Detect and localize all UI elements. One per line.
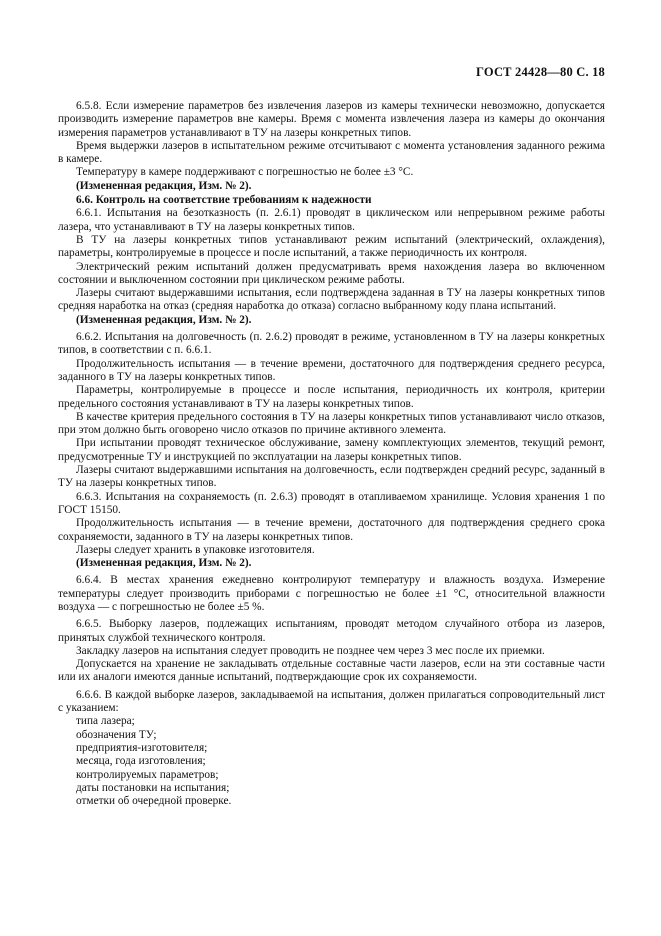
paragraph: 6.6.5. Выборку лазеров, подлежащих испытаниям, проводят методом случайного отбора из лазеров, принятых службой технического контроля. (58, 618, 605, 644)
paragraph: Лазеры считают выдержавшими испытания, если подтверждена заданная в ТУ на лазеры конкретных типов средняя наработка на отказ (средняя наработка до отказа) согласно выбранному коду плана испытаний. (58, 287, 605, 313)
list-item: месяца, года изготовления; (76, 755, 206, 768)
bold-paragraph: 6.6. Контроль на соответствие требованиям к надежности (76, 194, 372, 207)
paragraph: 6.6.2. Испытания на долговечность (п. 2.6.2) проводят в режиме, установленном в ТУ на лазеры конкретных типов, в соответствии с п. 6.6.1. (58, 331, 605, 357)
paragraph: В качестве критерия предельного состояния в ТУ на лазеры конкретных типов устанавливают число отказов, при этом должно быть оговорено число отказов по причине активного элемента. (58, 410, 605, 437)
paragraph: Допускается на хранение не закладывать отдельные составные части лазеров, если на эти составные части или их аналоги имеются данные испытаний, подтверждающие срок их сохраняемости. (58, 658, 605, 684)
paragraph: Параметры, контролируемые в процессе и после испытания, периодичность их контроля, критерии предельного состояния устанавливают в ТУ на лазеры конкретных типов. (58, 384, 605, 410)
paragraph: Закладку лазеров на испытания следует проводить не позднее чем через 3 мес после их приемки. (76, 644, 545, 657)
paragraph: Продолжительность испытания — в течение времени, достаточного для подтверждения среднего ресурса, заданного в ТУ на лазеры конкретных типов. (58, 357, 605, 383)
list-item: типа лазера; (76, 715, 135, 728)
document-body (58, 100, 605, 808)
bold-paragraph: (Измененная редакция, Изм. № 2). (76, 313, 252, 326)
paragraph: 6.6.4. В местах хранения ежедневно контролируют температуру и влажность воздуха. Измерение температуры следует производить приборами с погрешностью не более ±1 °С, относительной влажности воздуха — с погрешностью не более ±5 %. (58, 574, 605, 613)
bold-paragraph: (Измененная редакция, Изм. № 2). (76, 557, 252, 570)
paragraph: 6.5.8. Если измерение параметров без извлечения лазеров из камеры технически невозможно, допускается производить измерение параметров вне камеры. Время с момента извлечения лазера из камеры до окончания измерения параметров устанавливают в ТУ на лазеры конкретных типов. (58, 100, 605, 139)
bold-paragraph: (Измененная редакция, Изм. № 2). (76, 179, 252, 192)
paragraph: Время выдержки лазеров в испытательном режиме отсчитывают с момента установления заданного режима в камере. (58, 139, 605, 166)
paragraph: Температуру в камере поддерживают с погрешностью не более ±3 °С. (76, 166, 414, 179)
paragraph: Электрический режим испытаний должен предусматривать время нахождения лазера во включенном состоянии и выключенном состоянии при циклическом режиме работы. (58, 260, 605, 286)
list-item: отметки об очередной проверке. (76, 795, 232, 808)
paragraph: При испытании проводят техническое обслуживание, замену комплектующих элементов, текущий ремонт, предусмотренные ТУ и инструкцией по эксплуатации на лазеры конкретных типов. (58, 437, 605, 463)
paragraph: Лазеры следует хранить в упаковке изготовителя. (76, 543, 315, 556)
list-item: предприятия-изготовителя; (76, 741, 208, 754)
list-item: даты постановки на испытания; (76, 781, 230, 794)
paragraph: Лазеры считают выдержавшими испытания на долговечность, если подтвержден средний ресурс, заданный в ТУ на лазеры конкретных типов. (58, 464, 605, 490)
paragraph: В ТУ на лазеры конкретных типов устанавливают режим испытаний (электрический, охлаждения), параметры, контролируемые в процессе и после испытаний, а также периодичность их контроля. (58, 233, 605, 260)
page-header: ГОСТ 24428—80 С. 18 (476, 65, 605, 79)
list-item: обозначения ТУ; (76, 728, 157, 741)
paragraph: 6.6.1. Испытания на безотказность (п. 2.6.1) проводят в циклическом или непрерывном режиме работы лазера, что устанавливают в ТУ на лазеры конкретных типов. (58, 207, 605, 233)
paragraph: Продолжительность испытания — в течение времени, достаточного для подтверждения среднего срока сохраняемости, заданного в ТУ на лазеры конкретных типов. (58, 517, 605, 543)
paragraph: 6.6.3. Испытания на сохраняемость (п. 2.6.3) проводят в отапливаемом хранилище. Условия хранения 1 по ГОСТ 15150. (58, 490, 605, 516)
list-item: контролируемых параметров; (76, 768, 219, 781)
paragraph: 6.6.6. В каждой выборке лазеров, закладываемой на испытания, должен прилагаться сопроводительный лист с указанием: (58, 688, 605, 715)
